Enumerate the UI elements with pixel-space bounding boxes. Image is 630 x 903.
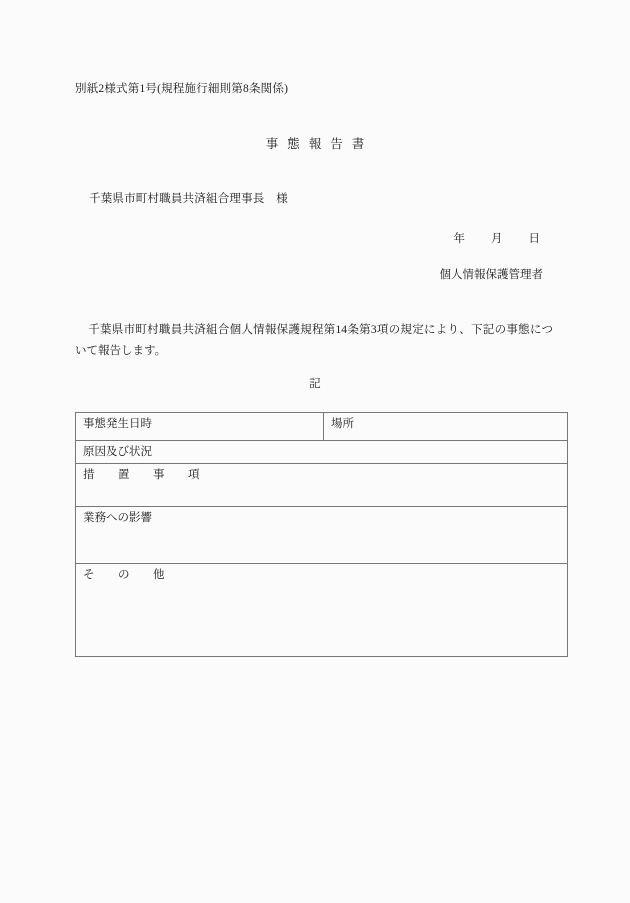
table-row xyxy=(76,464,568,507)
label-business-impact: 業務への影響 xyxy=(83,512,152,524)
cell-cause-and-situation[interactable] xyxy=(76,441,568,464)
cell-location[interactable] xyxy=(324,413,568,441)
cell-measures[interactable] xyxy=(76,464,568,507)
table-row xyxy=(76,507,568,564)
cell-business-impact[interactable] xyxy=(76,507,568,564)
table-row xyxy=(76,564,568,657)
date-year-label: 年 xyxy=(453,233,465,245)
label-measures: 措 置 事 項 xyxy=(83,469,206,481)
table-row xyxy=(76,413,568,441)
signature-label: 個人情報保護管理者 xyxy=(439,269,543,281)
label-cause-and-situation: 原因及び状況 xyxy=(83,446,152,458)
date-line xyxy=(0,230,540,246)
ki-marker: 記 xyxy=(309,378,321,390)
body-paragraph xyxy=(75,320,553,363)
page-title: 事態報告書 xyxy=(265,137,374,151)
cell-other[interactable] xyxy=(76,564,568,657)
table-row xyxy=(76,441,568,464)
cell-incident-datetime[interactable] xyxy=(76,413,324,441)
addressee-line: 千葉県市町村職員共済組合理事長 様 xyxy=(89,193,288,205)
body-paragraph-text: 千葉県市町村職員共済組合個人情報保護規程第14条第3項の規定により、下記の事態について報告します。 xyxy=(75,324,553,358)
report-table xyxy=(75,412,568,657)
label-location: 場所 xyxy=(331,418,354,430)
date-month-label: 月 xyxy=(491,233,503,245)
label-incident-datetime: 事態発生日時 xyxy=(83,418,152,430)
form-number: 別紙2様式第1号(規程施行細則第8条関係) xyxy=(75,83,289,95)
label-other: そ の 他 xyxy=(83,569,171,581)
date-day-label: 日 xyxy=(528,233,540,245)
